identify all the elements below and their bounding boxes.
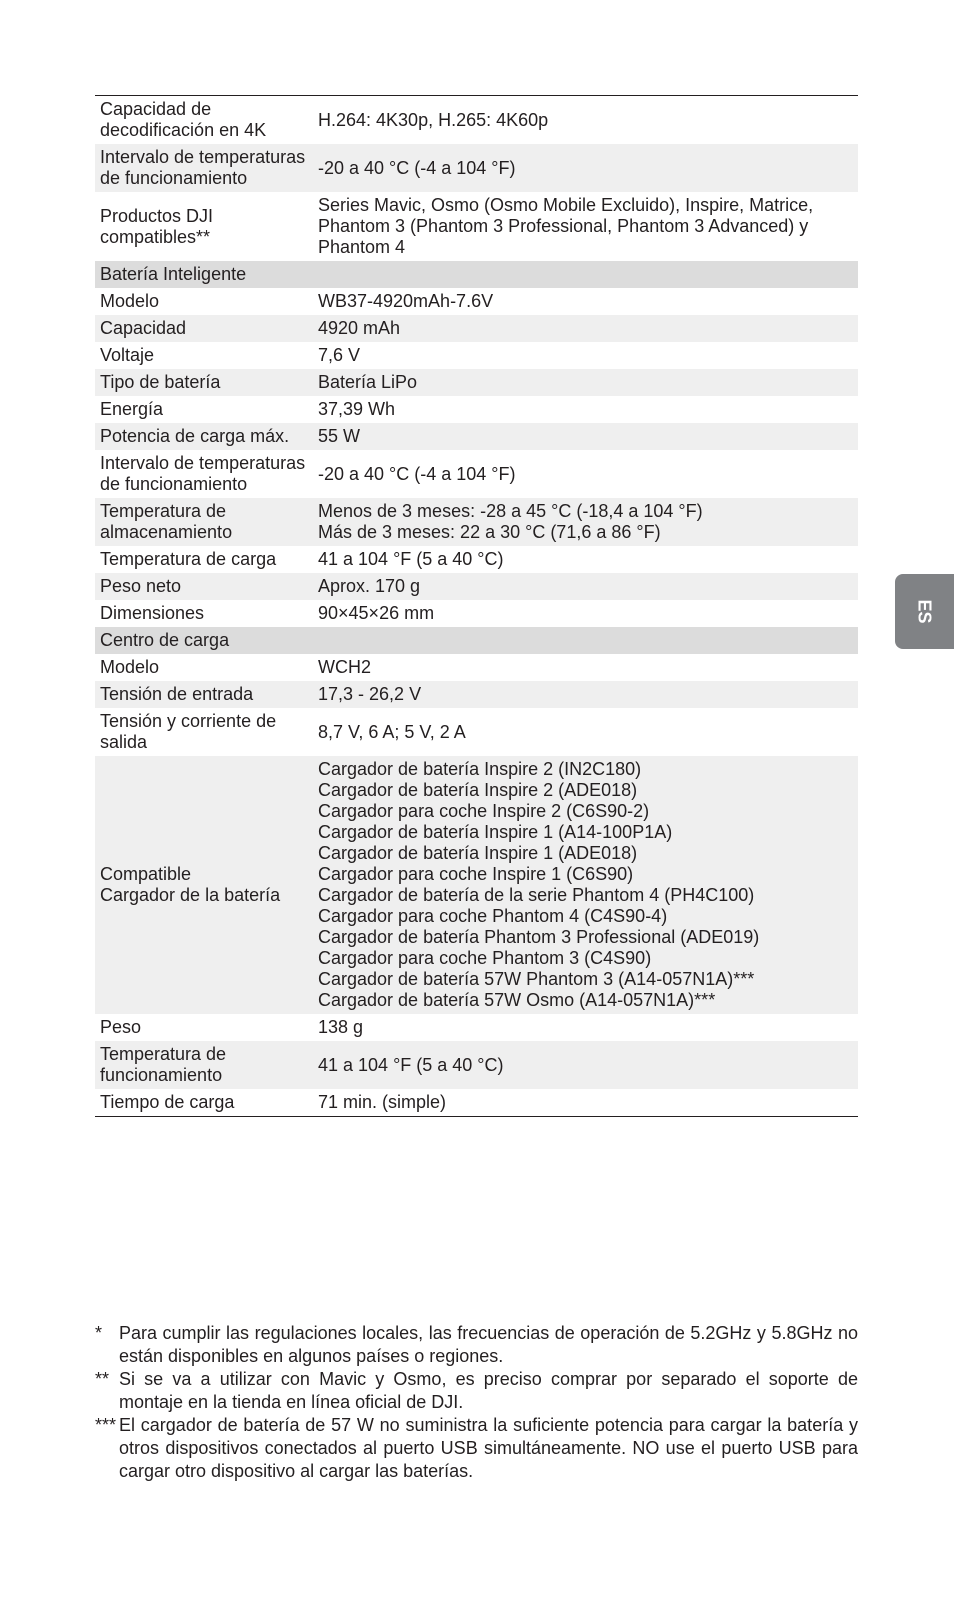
spec-row <box>95 498 858 546</box>
section-header-row <box>95 627 858 654</box>
spec-label: Intervalo de temperaturas de funcionamiento <box>95 144 313 192</box>
spec-table-body <box>95 96 858 1117</box>
spec-row <box>95 600 858 627</box>
spec-value: 41 a 104 °F (5 a 40 °C) <box>318 549 504 569</box>
spec-row <box>95 654 858 681</box>
spec-row <box>95 96 858 145</box>
spec-value: 71 min. (simple) <box>318 1092 447 1112</box>
spec-row <box>95 342 858 369</box>
spec-label: Tiempo de carga <box>100 1092 235 1112</box>
spec-value: 37,39 Wh <box>318 399 396 419</box>
spec-value: Cargador de batería Inspire 2 (IN2C180) Cargador de batería Inspire 2 (ADE018) Cargador para coche Inspire 2 (C6S90-2) Cargador de batería Inspire 1 (A14-100P1A) Cargador de batería Inspire 1 (ADE018) Cargador para coche Inspire 1 (C6S90) Cargador de batería de la serie Phantom 4 (PH4C100) Cargador para coche Phantom 4 (C4S90-4) Cargador de batería Phantom 3 Professional (ADE019) Cargador para coche Phantom 3 (C4S90) Cargador de batería 57W Phantom 3 (A14-057N1A)*** Cargador de batería 57W Osmo (A14-057N1A)*** <box>313 756 858 1014</box>
spec-value: 4920 mAh <box>313 315 858 342</box>
spec-label: Peso <box>100 1017 142 1037</box>
spec-label: Compatible Cargador de la batería <box>95 756 313 1014</box>
language-tab-label: ES <box>914 599 935 624</box>
footnote <box>95 1322 858 1368</box>
spec-row <box>95 192 858 261</box>
section-title: Centro de carga <box>95 627 858 654</box>
spec-row <box>95 1041 858 1089</box>
spec-value: Series Mavic, Osmo (Osmo Mobile Excluido), Inspire, Matrice, Phantom 3 (Phantom 3 Professional, Phantom 3 Advanced) y Phantom 4 <box>318 195 814 257</box>
spec-label: Temperatura de almacenamiento <box>95 498 313 546</box>
footnote-text: Si se va a utilizar con Mavic y Osmo, es preciso comprar por separado el soporte de montaje en la tienda en línea oficial de DJI. <box>119 1369 858 1412</box>
section-title: Batería Inteligente <box>95 261 858 288</box>
spec-label: Intervalo de temperaturas de funcionamiento <box>100 453 306 494</box>
spec-row <box>95 756 858 1014</box>
spec-label: Peso neto <box>95 573 313 600</box>
footnote-mark: *** <box>95 1415 117 1435</box>
spec-label: Capacidad de decodificación en 4K <box>100 99 267 140</box>
spec-value: WB37-4920mAh-7.6V <box>318 291 494 311</box>
language-tab <box>895 574 954 649</box>
spec-row <box>95 144 858 192</box>
spec-label: Temperatura de carga <box>100 549 277 569</box>
section-header-row <box>95 261 858 288</box>
spec-row <box>95 369 858 396</box>
spec-label: Dimensiones <box>100 603 205 623</box>
spec-row <box>95 288 858 315</box>
spec-label: Tipo de batería <box>95 369 313 396</box>
spec-row <box>95 396 858 423</box>
spec-row <box>95 423 858 450</box>
spec-label: Tensión de entrada <box>95 681 313 708</box>
spec-value: Menos de 3 meses: -28 a 45 °C (-18,4 a 104 °F) Más de 3 meses: 22 a 30 °C (71,6 a 86 °F) <box>313 498 858 546</box>
spec-row <box>95 1089 858 1117</box>
spec-value: Aprox. 170 g <box>313 573 858 600</box>
footnote-text: Para cumplir las regulaciones locales, las frecuencias de operación de 5.2GHz y 5.8GHz no están disponibles en algunos países o regiones. <box>119 1323 858 1366</box>
spec-row <box>95 708 858 756</box>
spec-value: 7,6 V <box>318 345 361 365</box>
spec-row <box>95 681 858 708</box>
spec-table <box>95 95 858 1117</box>
spec-row <box>95 546 858 573</box>
spec-value: Batería LiPo <box>313 369 858 396</box>
spec-value: 55 W <box>313 423 858 450</box>
spec-label: Capacidad <box>95 315 313 342</box>
spec-label: Productos DJI compatibles** <box>100 205 214 247</box>
spec-value: 8,7 V, 6 A; 5 V, 2 A <box>318 721 466 742</box>
spec-row <box>95 1014 858 1041</box>
footnote-mark: * <box>95 1323 103 1343</box>
spec-value: -20 a 40 °C (-4 a 104 °F) <box>313 144 858 192</box>
spec-label: Voltaje <box>100 345 155 365</box>
spec-value: 90×45×26 mm <box>318 603 435 623</box>
spec-label: Potencia de carga máx. <box>95 423 313 450</box>
spec-value: -20 a 40 °C (-4 a 104 °F) <box>318 463 516 484</box>
footnote <box>95 1414 858 1483</box>
spec-label: Modelo <box>100 291 160 311</box>
spec-label: Temperatura de funcionamiento <box>95 1041 313 1089</box>
spec-row <box>95 450 858 498</box>
spec-row <box>95 315 858 342</box>
spec-value: H.264: 4K30p, H.265: 4K60p <box>318 109 549 130</box>
spec-label: Energía <box>100 399 164 419</box>
footnote-text: El cargador de batería de 57 W no suministra la suficiente potencia para cargar la batería y otros dispositivos conectados al puerto USB simultáneamente. NO use el puerto USB para cargar otro dispositivo al cargar las baterías. <box>119 1415 858 1481</box>
spec-row <box>95 573 858 600</box>
spec-value: 17,3 - 26,2 V <box>313 681 858 708</box>
footnotes <box>95 1322 858 1483</box>
spec-value: WCH2 <box>318 657 371 677</box>
spec-value: 41 a 104 °F (5 a 40 °C) <box>313 1041 858 1089</box>
spec-label: Modelo <box>100 657 160 677</box>
spec-value: 138 g <box>318 1017 364 1037</box>
spec-label: Tensión y corriente de salida <box>100 711 277 752</box>
footnote-mark: ** <box>95 1369 110 1389</box>
footnote <box>95 1368 858 1414</box>
